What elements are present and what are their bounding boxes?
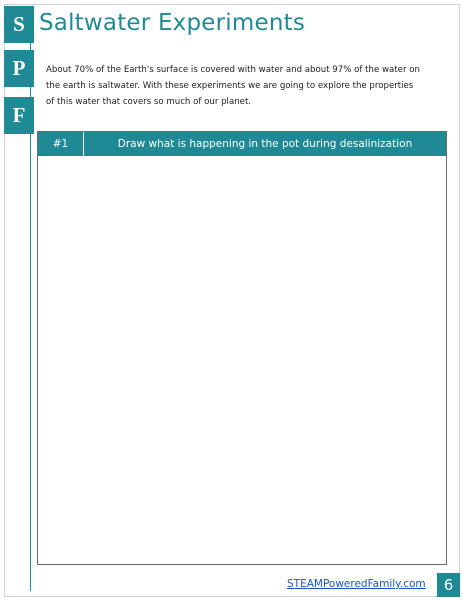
drawing-box-header — [38, 132, 446, 156]
page-title: Saltwater Experiments — [39, 10, 306, 36]
page-number: 6 — [437, 573, 460, 597]
drawing-box-instruction: Draw what is happening in the pot during desalinization — [117, 138, 413, 150]
website-link[interactable]: STEAMPoweredFamily.com — [287, 578, 426, 590]
side-rule — [30, 6, 31, 591]
side-tab-s: S — [4, 6, 34, 43]
drawing-box[interactable] — [37, 131, 447, 565]
drawing-box-number: #1 — [38, 132, 84, 156]
intro-line: About 70% of the Earth's surface is covered with water and about 97% of the water on — [46, 65, 420, 75]
intro-line: the earth is saltwater. With these experiments we are going to explore the properties — [46, 81, 414, 91]
side-tab-p: P — [4, 50, 34, 87]
intro-line: of this water that covers so much of our planet. — [46, 97, 252, 107]
intro-paragraph — [46, 62, 441, 110]
side-tab-f: F — [4, 97, 34, 134]
